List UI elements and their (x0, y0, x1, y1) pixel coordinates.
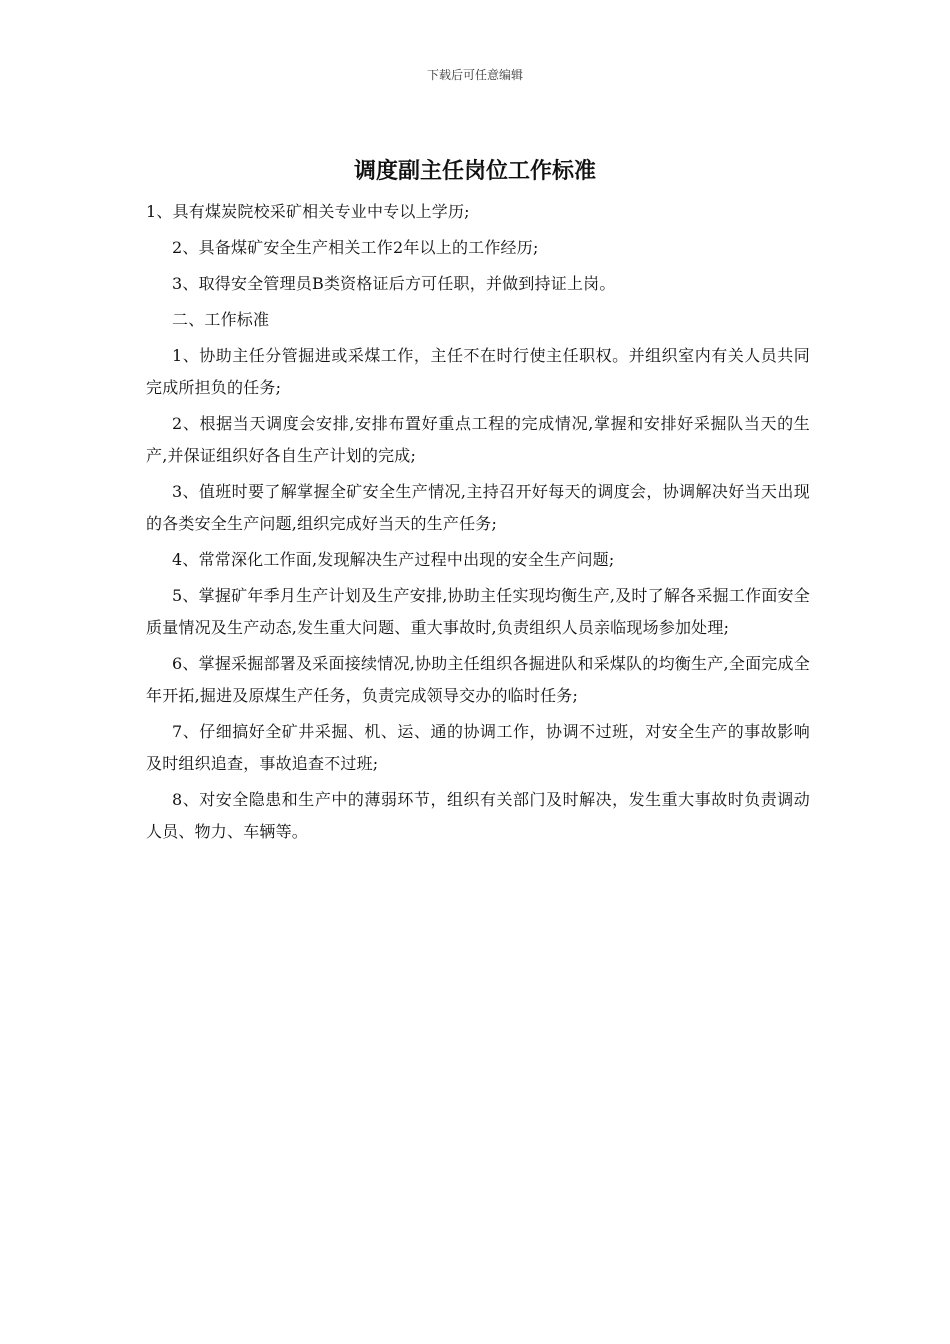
requirement-paragraph-3: 3、取得安全管理员B类资格证后方可任职，并做到持证上岗。 (172, 274, 616, 293)
document-body (146, 196, 810, 852)
standard-paragraph-7: 7、仔细搞好全矿井采掘、机、运、通的协调工作，协调不过班，对安全生产的事故影响及时组织追查，事故追查不过班; (146, 722, 810, 773)
document-title: 调度副主任岗位工作标准 (353, 159, 596, 184)
page-header-note: 下载后可任意编辑 (426, 68, 523, 82)
standard-paragraph-5: 5、掌握矿年季月生产计划及生产安排,协助主任实现均衡生产,及时了解各采掘工作面安全质量情况及生产动态,发生重大问题、重大事故时,负责组织人员亲临现场参加处理; (146, 586, 810, 637)
standard-paragraph-8: 8、对安全隐患和生产中的薄弱环节，组织有关部门及时解决，发生重大事故时负责调动人员、物力、车辆等。 (146, 790, 810, 841)
standard-paragraph-4: 4、常常深化工作面,发现解决生产过程中出现的安全生产问题; (172, 550, 615, 569)
standard-paragraph-6: 6、掌握采掘部署及采面接续情况,协助主任组织各掘进队和采煤队的均衡生产,全面完成全年开拓,掘进及原煤生产任务，负责完成领导交办的临时任务; (146, 654, 810, 705)
requirement-paragraph-1: 1、具有煤炭院校采矿相关专业中专以上学历; (146, 202, 470, 221)
standard-paragraph-1: 1、协助主任分管掘进或采煤工作，主任不在时行使主任职权。并组织室内有关人员共同完成所担负的任务; (146, 346, 810, 397)
requirement-paragraph-2: 2、具备煤矿安全生产相关工作2年以上的工作经历; (172, 238, 539, 257)
standard-paragraph-3: 3、值班时要了解掌握全矿安全生产情况,主持召开好每天的调度会，协调解决好当天出现的各类安全生产问题,组织完成好当天的生产任务; (146, 482, 810, 533)
standard-paragraph-2: 2、根据当天调度会安排,安排布置好重点工程的完成情况,掌握和安排好采掘队当天的生产,并保证组织好各自生产计划的完成; (146, 414, 810, 465)
section-heading-work-standards: 二、工作标准 (172, 310, 270, 329)
